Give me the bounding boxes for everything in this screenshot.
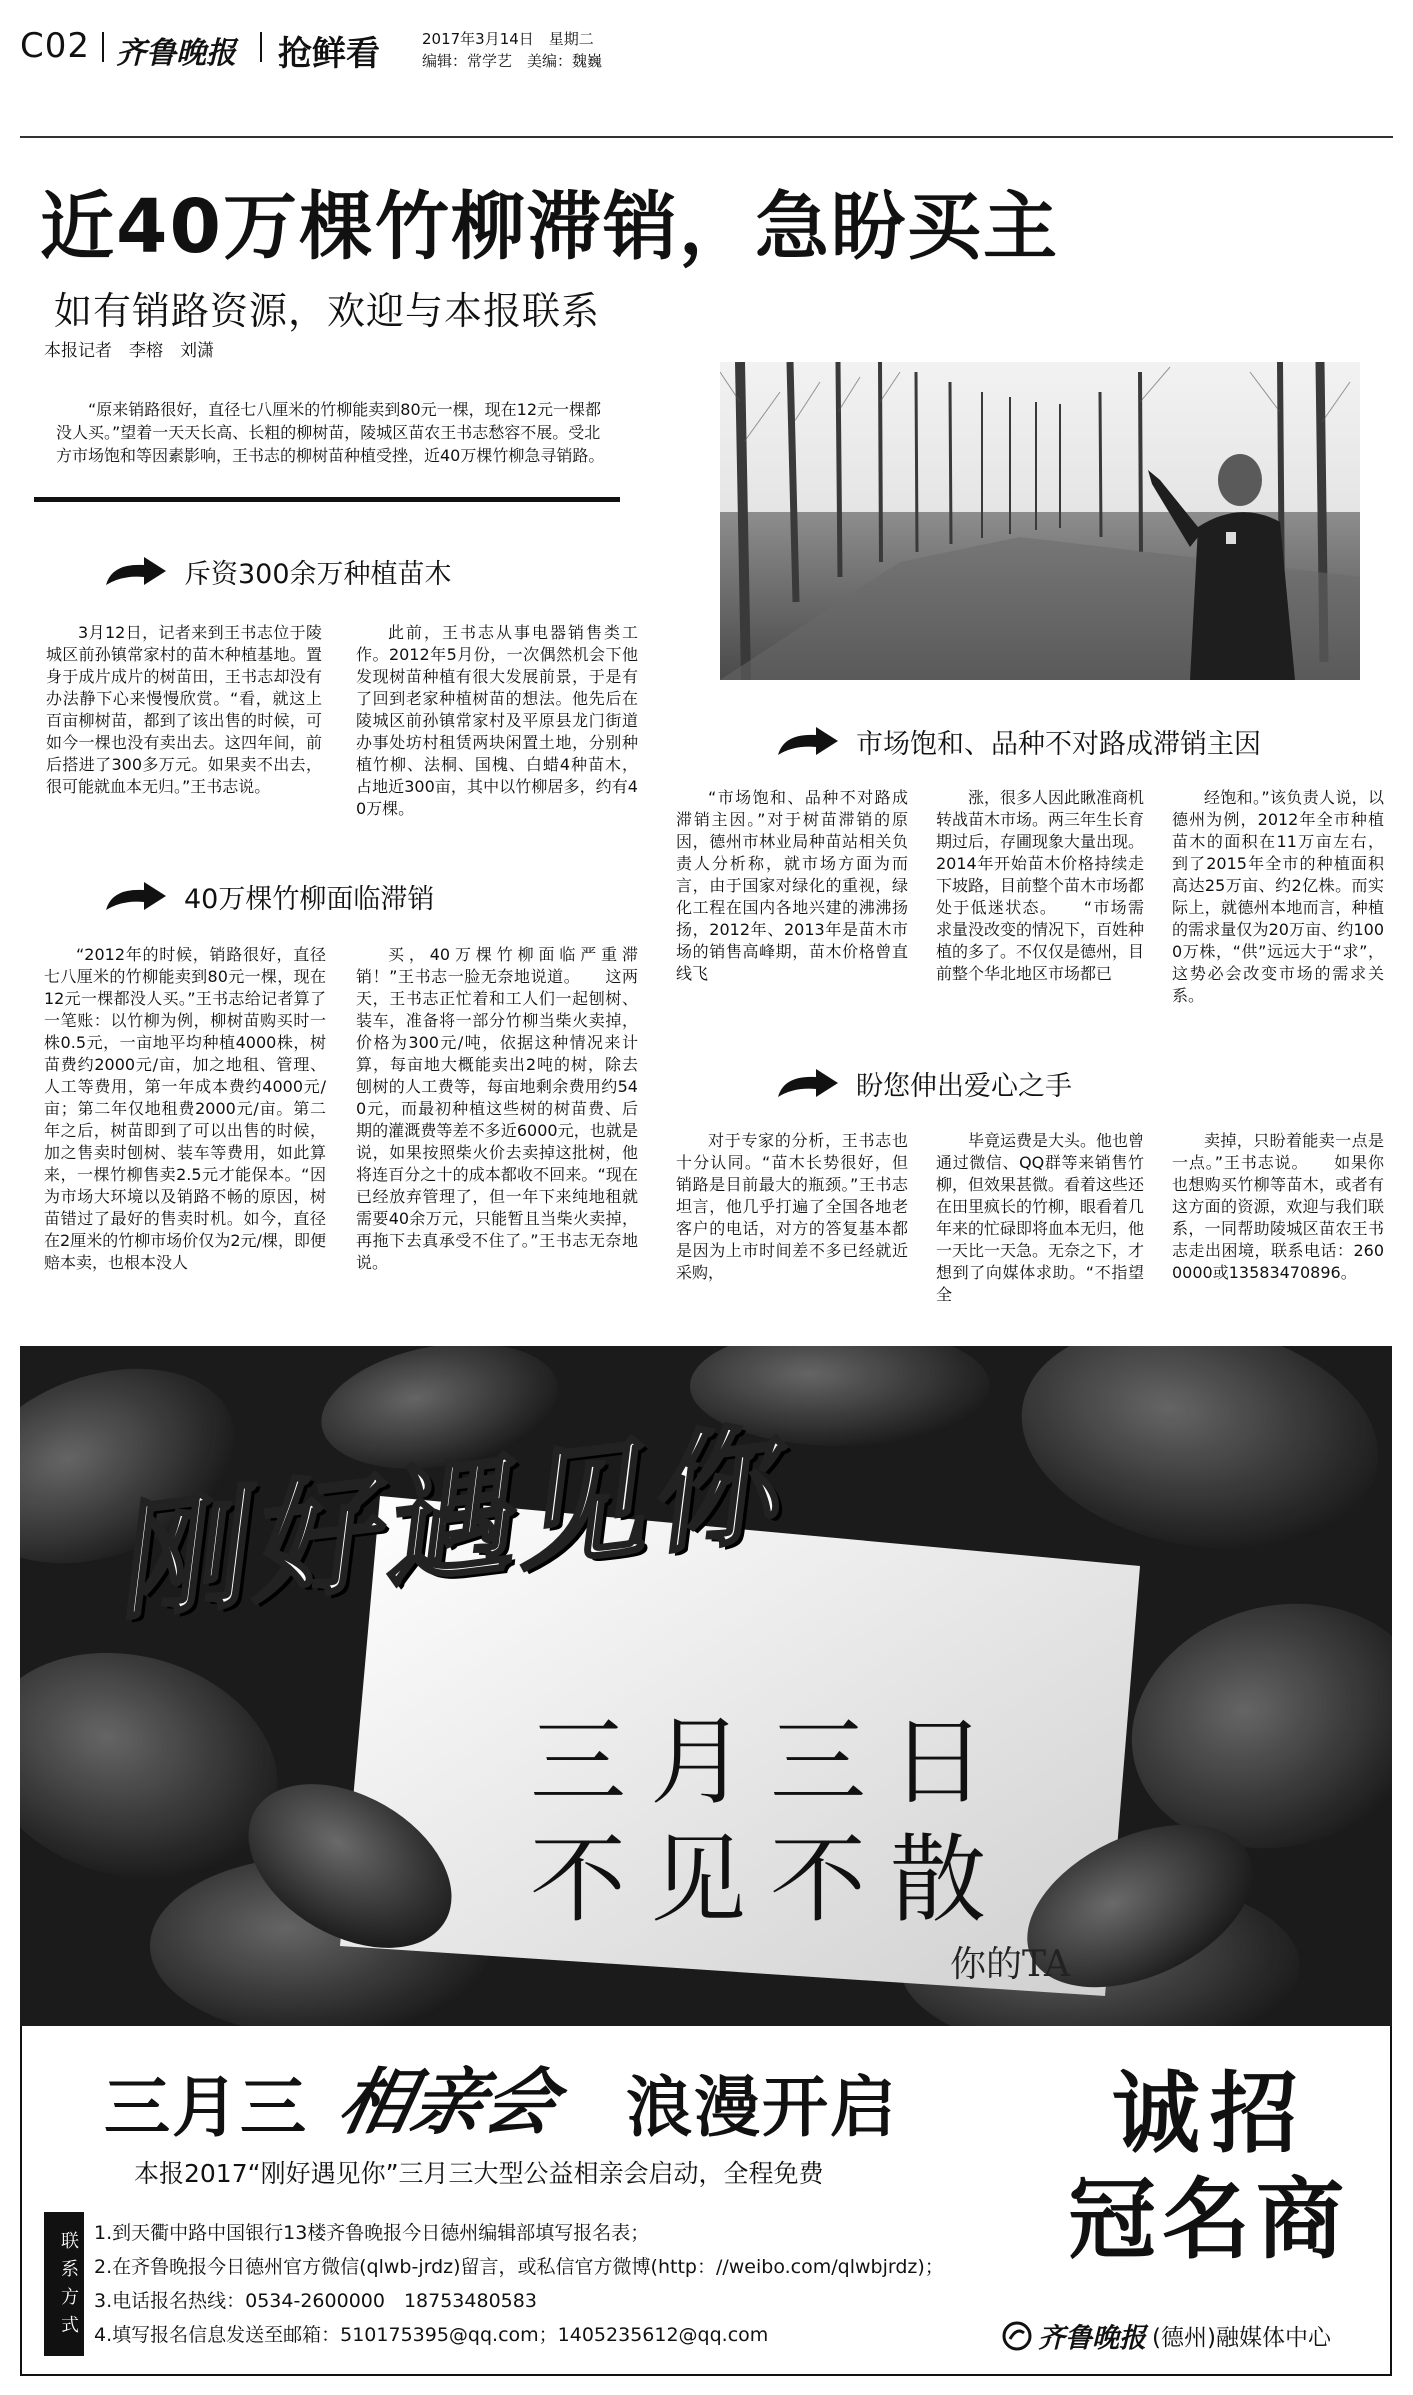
news-photo [720, 362, 1360, 680]
article-column: 对于专家的分析，王书志也十分认同。“苗木长势很好，但销路是目前最大的瓶颈。”王书志坦言，他几乎打遍了全国各地老客户的电话，对方的答复基本都是因为上市时间差不多已经就近采购， [676, 1131, 908, 1282]
article-column: 3月12日，记者来到王书志位于陵城区前孙镇常家村的苗木种植基地。置身于成片成片的树苗田，王书志却没有办法静下心来慢慢欣赏。“看，就这上百亩柳树苗，都到了该出售的时候，可如今一棵也没有卖出去。这四年间，前后搭进了300多万元。如果卖不出去，很可能就血本无归。”王书志说。 [46, 623, 322, 796]
page-number: C02 [20, 26, 91, 66]
ad-info-panel [20, 2026, 1392, 2376]
section-title: 盼您伸出爱心之手 [856, 1071, 1072, 1102]
curved-arrow-icon [104, 880, 168, 914]
ad-title: 刚好遇见你 [105, 1409, 789, 1639]
footer-suffix: (德州)融媒体中心 [1152, 2325, 1331, 2351]
section-heading [776, 1064, 1072, 1103]
banner-logo: 相亲会 [331, 2059, 566, 2144]
section-heading [104, 877, 434, 916]
newspaper-logo-icon [1002, 2321, 1032, 2351]
curved-arrow-icon [104, 555, 168, 589]
subheadline: 如有销路资源，欢迎与本报联系 [54, 289, 601, 333]
contact-label: 联系方式 [44, 2212, 84, 2356]
article-column: 涨，很多人因此瞅准商机转战苗木市场。两三年生长育期过后，存圃现象大量出现。2014年开始苗木价格持续走下坡路，目前整个苗木市场都处于低迷状态。 “市场需求量没改变的情况下，百姓种植的多了。不仅仅是德州，目前整个华北地区市场都已 [936, 788, 1145, 983]
section-name: 抢鲜看 [278, 34, 380, 74]
article-column: 经饱和。”该负责人说，以德州为例，2012年全市种植苗木的面积在11万亩左右，到了2015年全市的种植面积高达25万亩、约2亿株。而实际上，就德州本地而言，种植的需求量仅为20万亩、约1000万株，“供”远远大于“求”，这势必会改变市场的需求关系。 [1172, 788, 1384, 1005]
section-heading [776, 722, 1261, 761]
header-divider [102, 32, 104, 62]
headline: 近40万棵竹柳滞销，急盼买主 [40, 184, 1059, 270]
curved-arrow-icon [776, 725, 840, 759]
footer-brand: 齐鲁晚报 [1038, 2323, 1146, 2354]
curved-arrow-icon [776, 1067, 840, 1101]
issue-date: 2017年3月14日 星期二 [422, 30, 594, 48]
article-column: “2012年的时候，销路很好，直径七八厘米的竹柳能卖到80元一棵，现在12元一棵都没人买。”王书志给记者算了一笔账：以竹柳为例，柳树苗购买时一株0.5元，一亩地平均种植4000株，树苗费约2000元/亩，加之地租、管理、人工等费用，第一年成本费约4000元/亩；第二年仅地租费2000元/亩。第二年之后，树苗即到了可以出售的时候，加之售卖时刨树、装车等费用，如此算来，一棵竹柳售卖2.5元才能保本。“因为市场大环境以及销路不畅的原因，树苗错过了最好的售卖时机。如今，直径在2厘米的竹柳市场价仅为2元/棵，即便赔本卖，也根本没人 [44, 945, 326, 1272]
section-title: 斥资300余万种植苗木 [184, 559, 452, 590]
banner-left: 三月三 [104, 2069, 308, 2146]
ad-announcement: 本报2017“刚好遇见你”三月三大型公益相亲会启动，全程免费 [134, 2159, 824, 2188]
article-column: 此前，王书志从事电器销售类工作。2012年5月份，一次偶然机会下他发现树苗种植有很大发展前景，于是有了回到老家种植树苗的想法。他先后在陵城区前孙镇常家村及平原县龙门街道办事处坊村租赁两块闲置土地，分别种植竹柳、法桐、国槐、白蜡4种苗木，占地近300亩，其中以竹柳居多，约有40万棵。 [356, 623, 638, 818]
sponsor-line-1: 诚招 [1112, 2062, 1309, 2165]
card-signature: 你的TA [950, 1944, 1071, 1985]
card-line-1: 三月三日 [530, 1706, 1010, 1818]
header-divider [260, 32, 262, 62]
article-column: 毕竟运费是大头。他也曾通过微信、QQ群等来销售竹柳，但效果甚微。看着这些还在田里疯长的竹柳，眼看着几年来的忙碌即将血本无归，他一天比一天急。无奈之下，才想到了向媒体求助。“不指望全 [936, 1131, 1145, 1304]
header-rule [20, 136, 1393, 138]
lead-paragraph: “原来销路很好，直径七八厘米的竹柳能卖到80元一棵，现在12元一棵都没人买。”望着一天天长高、长粗的柳树苗，陵城区苗农王书志愁容不展。受北方市场饱和等因素影响，王书志的柳树苗种植受挫，近40万棵竹柳急寻销路。 [56, 400, 605, 465]
page-header [20, 24, 1393, 74]
contact-item: 4.填写报名信息发送至邮箱：510175395@qq.com；1405235612@qq.com [94, 2324, 769, 2346]
byline: 本报记者 李榕 刘潇 [44, 341, 214, 361]
issue-editors: 编辑：常学艺 美编：魏巍 [422, 52, 603, 70]
issue-meta [422, 28, 602, 72]
ad-visual [20, 1346, 1392, 2026]
contact-item: 3.电话报名热线：0534-2600000 18753480583 [94, 2290, 537, 2312]
banner-right: 浪漫开启 [626, 2069, 898, 2146]
section-title: 市场饱和、品种不对路成滞销主因 [856, 729, 1261, 760]
article-column: 卖掉，只盼着能卖一点是一点。”王书志说。 如果你也想购买竹柳等苗木，或者有这方面的资源，欢迎与我们联系，一同帮助陵城区苗农王书志走出困境，联系电话：2600000或13583470896。 [1172, 1131, 1384, 1282]
contact-item: 2.在齐鲁晚报今日德州官方微信(qlwb-jrdz)留言，或私信官方微博(http：//weibo.com/qlwbjrdz)； [94, 2256, 944, 2278]
lead-rule [34, 497, 620, 502]
footer-credit [1002, 2316, 1331, 2355]
card-line-2: 不见不散 [530, 1824, 1010, 1936]
article-column: “市场饱和、品种不对路成滞销主因。”对于树苗滞销的原因，德州市林业局种苗站相关负责人分析称，就市场方面为而言，由于国家对绿化的重视，绿化工程在国内各地兴建的沸沸扬扬，2012年、2013年是苗木市场的销售高峰期，苗木价格曾直线飞 [676, 788, 908, 983]
advertisement [20, 1346, 1392, 2376]
section-title: 40万棵竹柳面临滞销 [184, 884, 435, 915]
contact-list [94, 2216, 944, 2352]
article-column: 买，40万棵竹柳面临严重滞销！”王书志一脸无奈地说道。 这两天，王书志正忙着和工人们一起刨树、装车，准备将一部分竹柳当柴火卖掉，价格为300元/吨，依据这种情况来计算，每亩地大概能卖出2吨的树，除去刨树的人工费等，每亩地剩余费用约540元，而最初种植这些树的树苗费、后期的灌溉费等差不多近6000元，也就是说，如果按照柴火价去卖掉这批树，他将连百分之十的成本都收不回来。“现在已经放弃管理了，但一年下来纯地租就需要40余万元，只能暂且当柴火卖掉，再拖下去真承受不住了。”王书志无奈地说。 [356, 945, 638, 1272]
newspaper-brand: 齐鲁晚报 [116, 36, 236, 71]
section-heading [104, 552, 452, 591]
sponsor-line-2: 冠名商 [1068, 2168, 1351, 2271]
contact-item: 1.到天衢中路中国银行13楼齐鲁晚报今日德州编辑部填写报名表； [94, 2222, 650, 2244]
